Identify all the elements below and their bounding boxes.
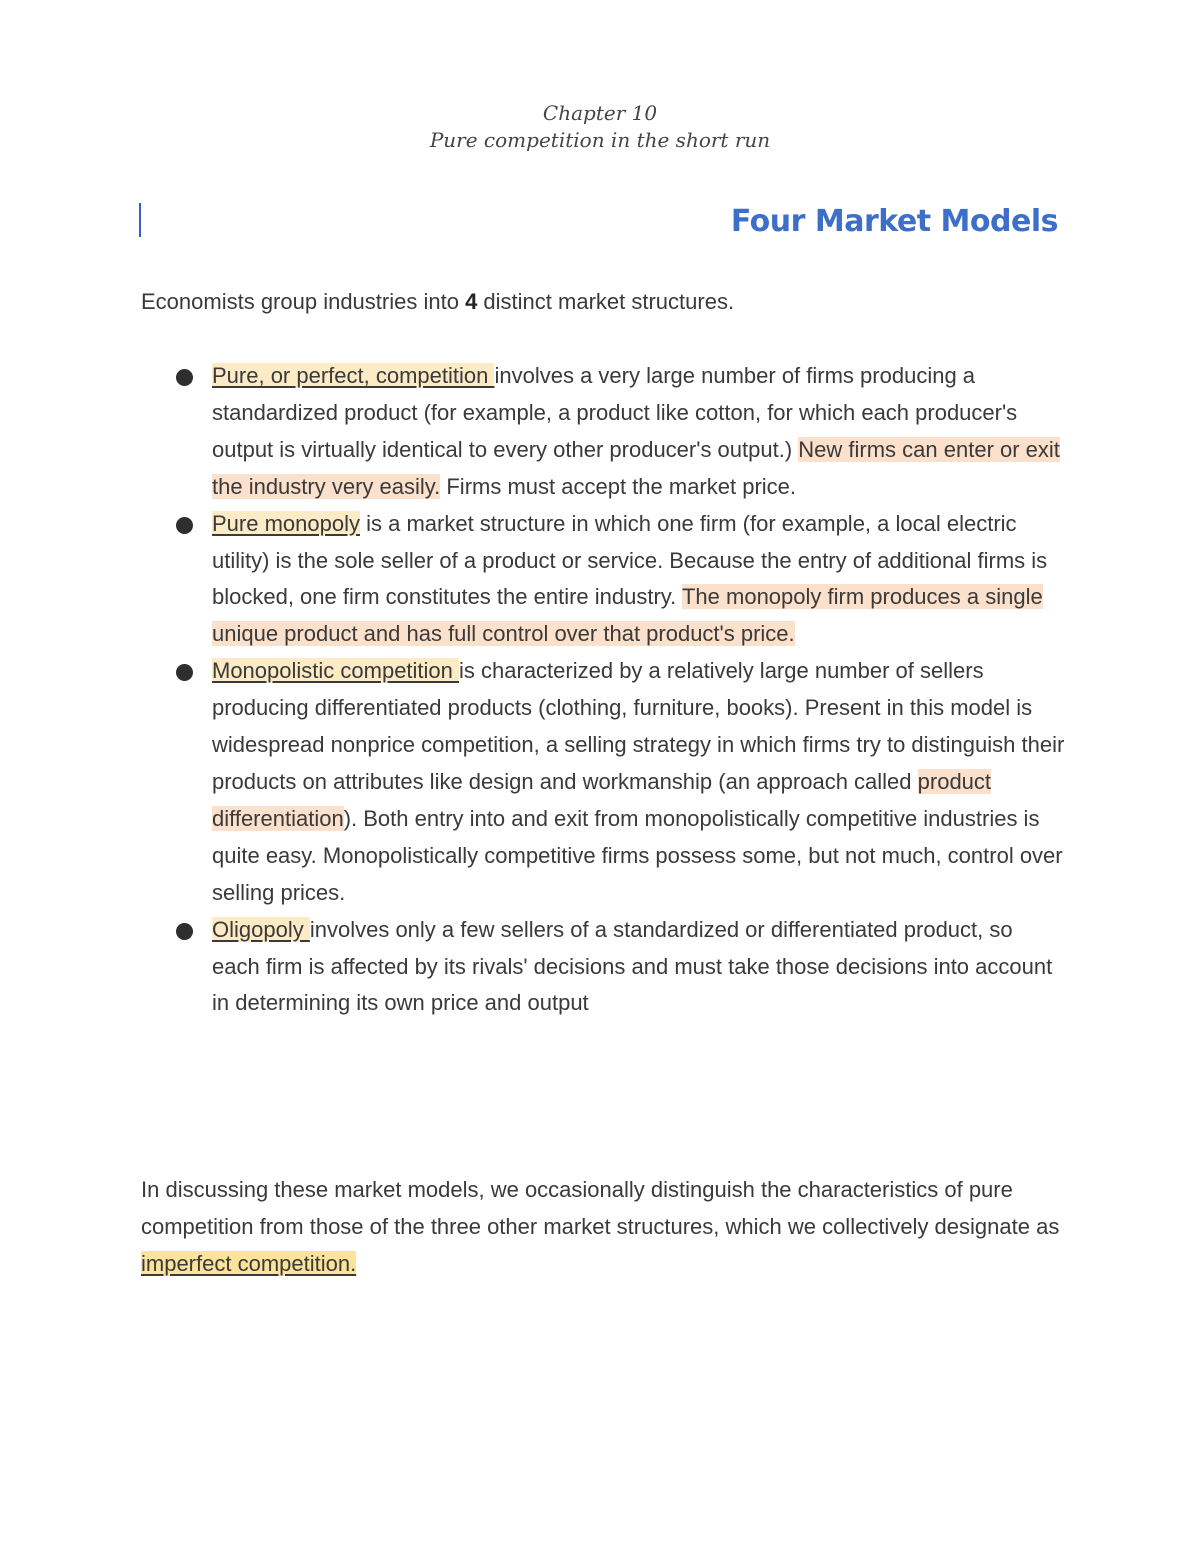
- list-item-oligopoly: [176, 912, 1066, 1023]
- term-pure-competition[interactable]: Pure, or perfect, competition: [212, 363, 495, 388]
- bullet-icon: [176, 664, 193, 681]
- intro-text-before: Economists group industries into: [141, 289, 466, 314]
- model-text: involves a very large number of firms producing a standardized product (for example, a product like cotton, for which each producer's output is virtually identical to every other producer's output.): [212, 363, 1018, 462]
- chapter-subtitle: Pure competition in the short run: [429, 128, 771, 152]
- chapter-number: Chapter 10: [542, 101, 658, 125]
- intro-number: 4: [465, 289, 478, 314]
- list-item-pure-competition: [176, 358, 1066, 506]
- term-oligopoly[interactable]: Oligopoly: [212, 916, 310, 942]
- bullet-icon: [176, 517, 193, 534]
- closing-text: In discussing these market models, we occasionally distinguish the characteristics of pure competition from those of the three other market structures, which we collectively designate as: [141, 1177, 1060, 1239]
- model-text-after: Firms must accept the market price.: [440, 473, 797, 499]
- list-item-monopolistic-competition: [176, 653, 1066, 911]
- model-text: is characterized by a relatively large number of sellers producing differentiated products (clothing, furniture, books). Present in this model is widespread nonprice competition, a selling strategy in which firms try to distinguish their products on attributes like design and workmanship (an approach called: [212, 658, 1065, 794]
- model-text: involves only a few sellers of a standardized or differentiated product, so each firm is affected by its rivals' decisions and must take those decisions into account in determining its own price and output: [212, 916, 1053, 1016]
- text-cursor: [139, 203, 141, 237]
- bullet-icon: [176, 923, 193, 940]
- highlighted-sentence: The monopoly firm produces a single unique product and has full control over that product's price.: [212, 584, 1043, 647]
- bullet-icon: [176, 369, 193, 386]
- list-item-pure-monopoly: [176, 506, 1066, 654]
- section-title: Four Market Models: [730, 204, 1058, 239]
- term-pure-monopoly[interactable]: Pure monopoly: [212, 510, 360, 536]
- market-models-list: [176, 358, 1066, 1022]
- highlighted-phrase: product differentiation: [212, 768, 992, 831]
- intro-paragraph: [141, 283, 1061, 320]
- term-monopolistic-competition[interactable]: Monopolistic competition: [212, 658, 460, 684]
- model-text: is a market structure in which one firm (for example, a local electric utility) is the sole seller of a product or service. Because the entry of additional firms is blocked, one firm constitutes the entire industry.: [212, 510, 1048, 610]
- term-imperfect-competition[interactable]: imperfect competition.: [141, 1251, 357, 1276]
- highlighted-sentence: New firms can enter or exit the industry very easily.: [212, 436, 1060, 499]
- intro-text-after: distinct market structures.: [477, 289, 735, 314]
- chapter-header: [0, 100, 1200, 154]
- closing-paragraph: [141, 1171, 1061, 1282]
- model-text-after: ). Both entry into and exit from monopolistically competitive industries is quite easy. Monopolistically competitive firms possess some, but not much, control over selling prices.: [212, 805, 1063, 905]
